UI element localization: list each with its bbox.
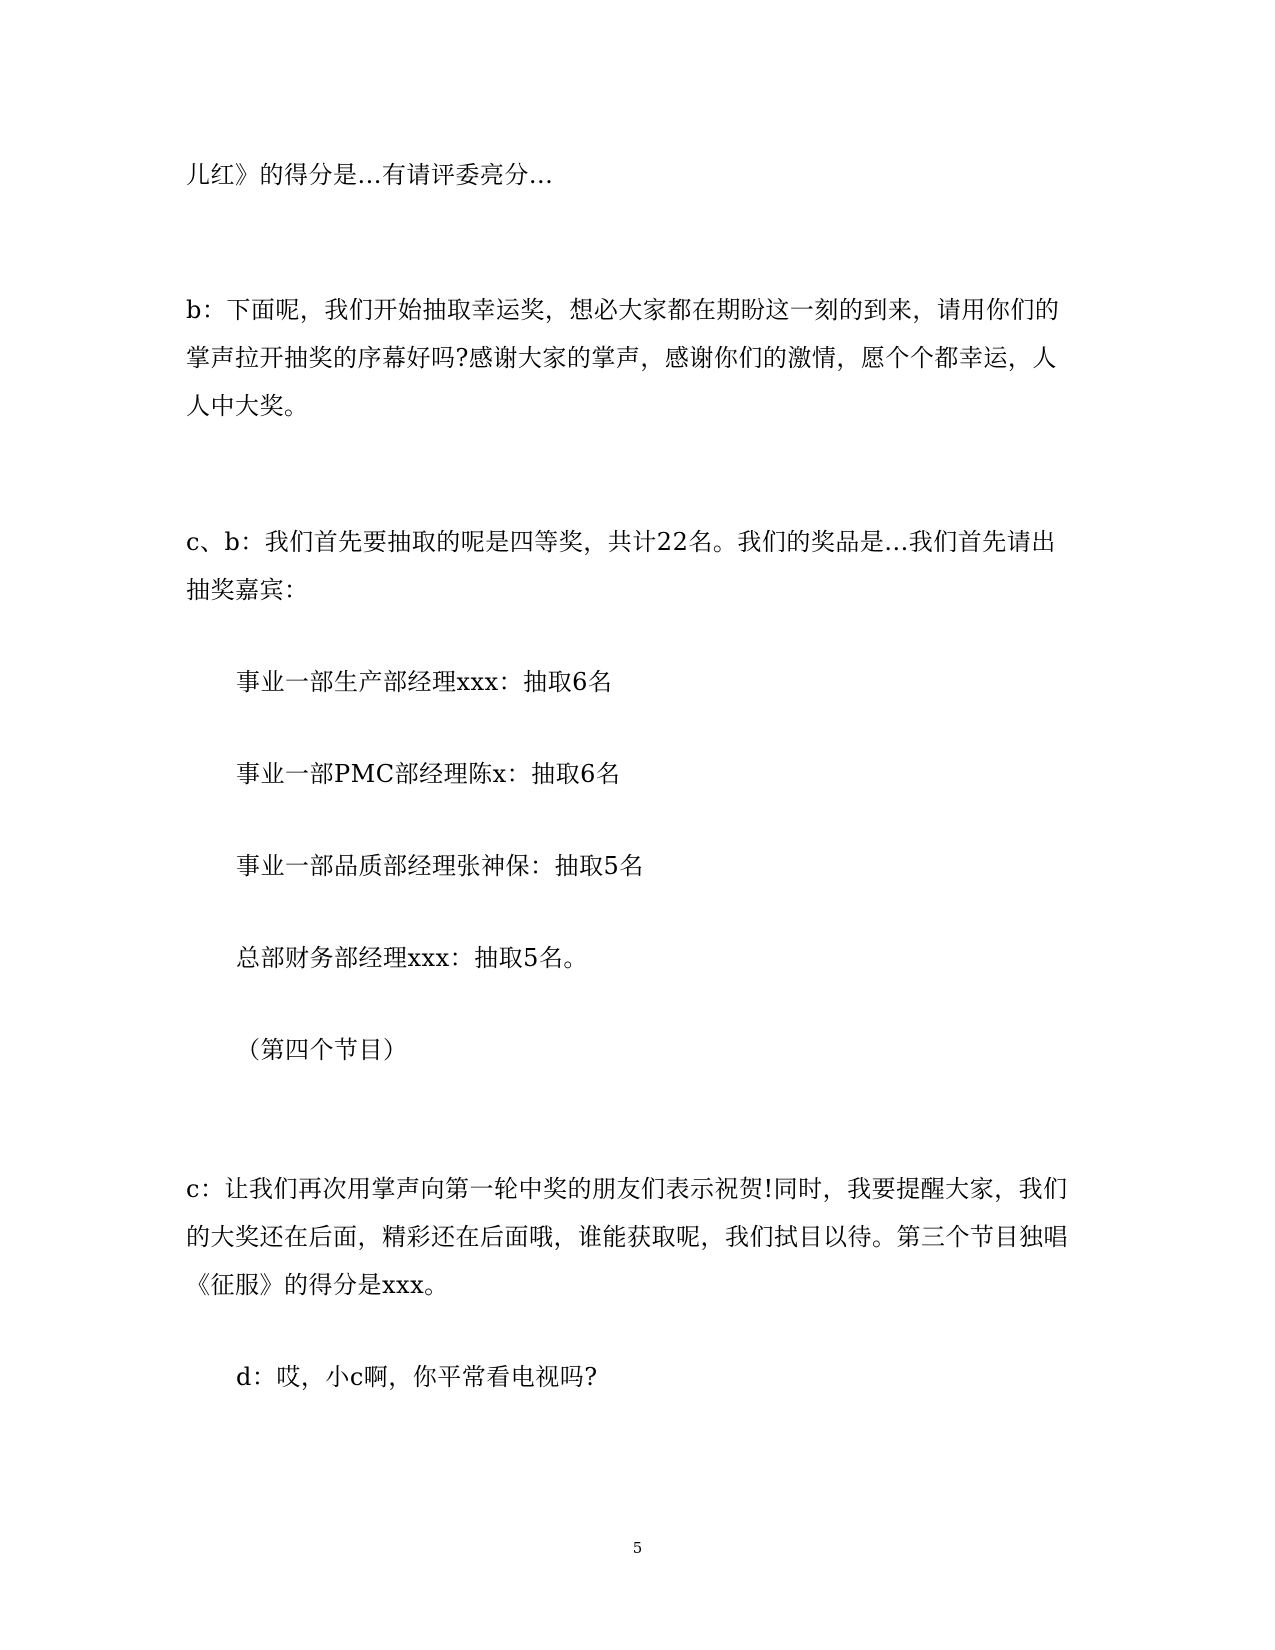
text-line: 人中大奖。 xyxy=(186,392,309,420)
text-line: 掌声拉开抽奖的序幕好吗?感谢大家的掌声，感谢你们的激情，愿个个都幸运，人 xyxy=(186,344,1057,372)
text-line: 总部财务部经理xxx：抽取5名。 xyxy=(236,944,588,972)
text-line: 《征服》的得分是xxx。 xyxy=(186,1271,449,1299)
text-line: 事业一部生产部经理xxx：抽取6名 xyxy=(236,668,613,696)
text-line: 事业一部PMC部经理陈x：抽取6名 xyxy=(236,760,621,788)
text-line: 的大奖还在后面，精彩还在后面哦，谁能获取呢，我们拭目以待。第三个节目独唱 xyxy=(186,1223,1068,1251)
text-line: c、b：我们首先要抽取的呢是四等奖，共计22名。我们的奖品是...我们首先请出 xyxy=(186,528,1056,556)
text-line: c：让我们再次用掌声向第一轮中奖的朋友们表示祝贺!同时，我要提醒大家，我们 xyxy=(186,1175,1068,1203)
text-line: （第四个节目） xyxy=(236,1036,408,1064)
text-line: b：下面呢，我们开始抽取幸运奖，想必大家都在期盼这一刻的到来，请用你们的 xyxy=(186,296,1060,324)
text-line: d：哎，小c啊，你平常看电视吗? xyxy=(236,1363,598,1391)
text-line: 儿红》的得分是...有请评委亮分... xyxy=(186,161,554,189)
text-line: 抽奖嘉宾： xyxy=(186,576,309,604)
page-number: 5 xyxy=(632,1539,643,1557)
text-line: 事业一部品质部经理张神保：抽取5名 xyxy=(236,852,644,880)
